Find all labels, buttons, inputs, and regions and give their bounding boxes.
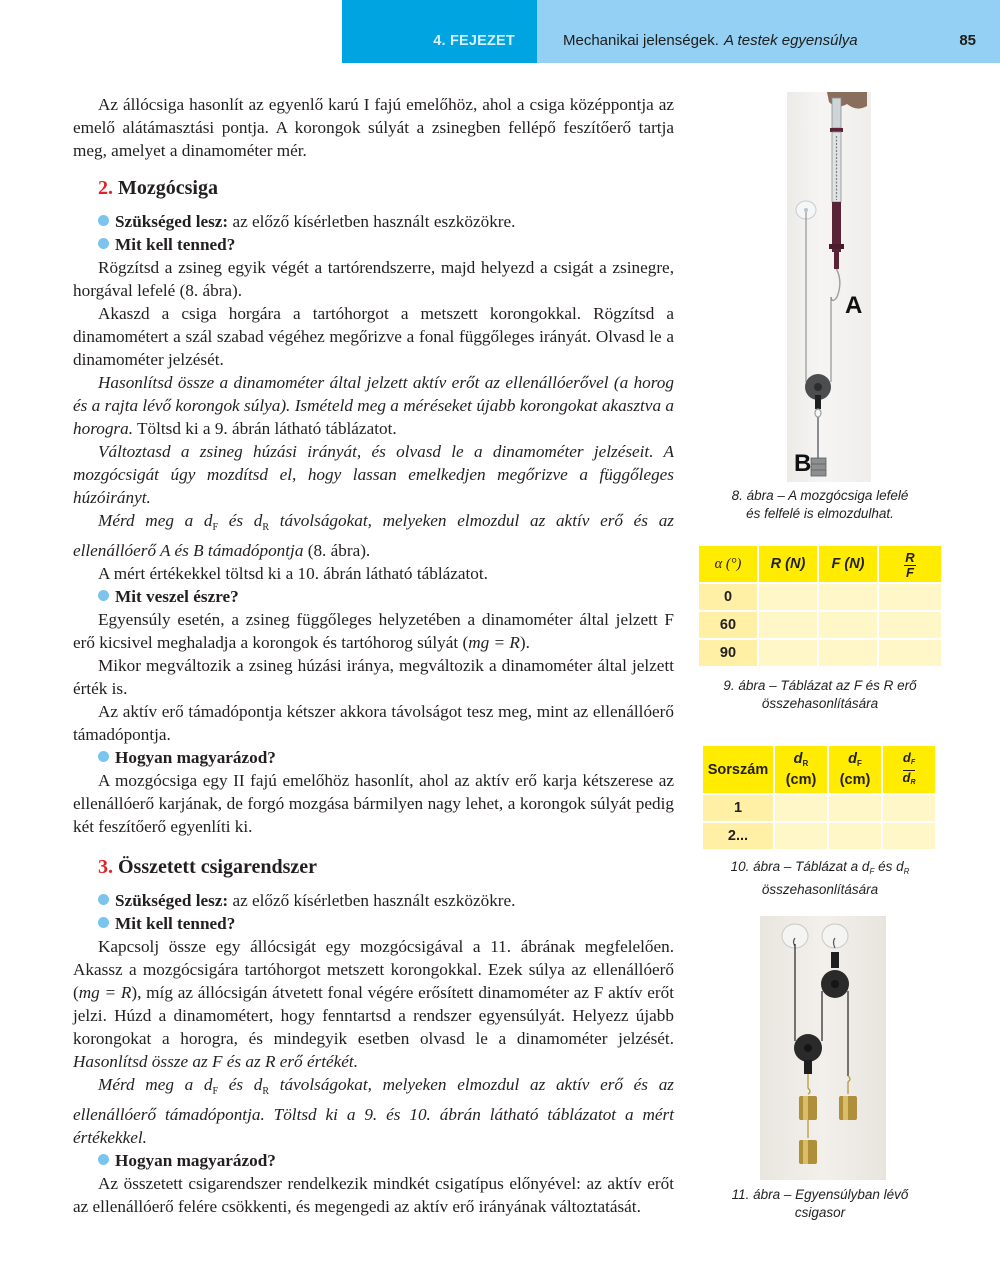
- section-heading-osszetett-csigarendszer: [98, 854, 674, 880]
- paragraph: Hasonlítsd össze a dinamométer által jelzett aktív erőt az ellenállóerővel (a horog és a rajta lévő korongok súlya). Ismételd meg a méréseket újabb korongokat akasztva a horogra. Töltsd ki a 9. ábrán látható táblázatot.: [73, 373, 674, 438]
- running-title-italic: A testek egyensúlya: [723, 32, 858, 49]
- cell-input[interactable]: [759, 640, 817, 666]
- cell-input[interactable]: [879, 584, 941, 610]
- needs-item: Szükséged lesz: az előző kísérletben használt eszközökre.: [98, 889, 674, 912]
- column-header-df: $d_F$ (cm): [829, 746, 881, 793]
- paragraph: Az aktív erő támadópontja kétszer akkora távolságot tesz meg, mint az ellenállóerő támadópontja.: [73, 702, 674, 744]
- column-header-r: R (N): [759, 546, 817, 582]
- section-title: Mozgócsiga: [118, 177, 218, 199]
- page-header: [342, 0, 1000, 63]
- todo-heading: Mit kell tenned?: [98, 233, 674, 256]
- bullet-dot-icon: [98, 1154, 109, 1165]
- cell-input[interactable]: [819, 584, 877, 610]
- cell-input[interactable]: [879, 612, 941, 638]
- figure-11-photo: [760, 916, 886, 1180]
- cell-input[interactable]: [879, 640, 941, 666]
- table-row: 90: [699, 640, 941, 666]
- running-title: [537, 0, 1000, 63]
- column-header-ratio: $\frac{d_F}{d_R}$: [883, 746, 935, 793]
- observe-heading: Mit veszel észre?: [98, 585, 674, 608]
- figure-11-caption: 11. ábra – Egyensúlyban lévő csigasor: [731, 1187, 909, 1220]
- cell-input[interactable]: [775, 795, 827, 821]
- chapter-label: 4. FEJEZET: [342, 0, 537, 63]
- section-heading-mozgocsiga: [98, 175, 674, 201]
- bullet-dot-icon: [98, 917, 109, 928]
- bullet-dot-icon: [98, 215, 109, 226]
- paragraph: Egyensúly esetén, a zsineg függőleges helyzetében a dinamométer által jelzett F erő kicsivel meghaladja a korongok és tartóhorog súlyát (mg = R).: [73, 610, 674, 652]
- compound-pulley-illustration: [760, 916, 886, 1180]
- section-number: 2.: [98, 177, 113, 199]
- column-header-sorszam: Sorszám: [703, 746, 773, 793]
- cell-input[interactable]: [829, 823, 881, 849]
- bullet-dot-icon: [98, 751, 109, 762]
- figure-8-photo: [787, 92, 871, 482]
- main-text-column: [73, 93, 674, 1218]
- column-header-ratio: $\frac{R}{F}$: [879, 546, 941, 582]
- table-10-distance-comparison: [701, 744, 937, 851]
- point-a-label: A: [845, 292, 863, 319]
- bullet-dot-icon: [98, 894, 109, 905]
- todo-heading: Mit kell tenned?: [98, 912, 674, 935]
- running-title-main: Mechanikai jelenségek.: [563, 32, 719, 49]
- cell-input[interactable]: [883, 795, 935, 821]
- bullet-dot-icon: [98, 590, 109, 601]
- table-9-force-comparison: [697, 544, 943, 668]
- paragraph: Az összetett csigarendszer rendelkezik mindkét csigatípus előnyével: az aktív erőt az ellenállóerő felére csökkenti, és megengedi az aktív erő irányának változtatását.: [73, 1174, 674, 1216]
- paragraph: Változtasd a zsineg húzási irányát, és olvasd le a dinamométer jelzéseit. A mozgócsigát úgy mozdítsd el, hogy lassan emelkedjen megőrizve a függőleges húzóirányt.: [73, 442, 674, 507]
- column-header-angle: α (°): [699, 546, 757, 582]
- cell-input[interactable]: [759, 612, 817, 638]
- paragraph: Mérd meg a $d_F$ és $d_R$ távolságokat, melyeken elmozdul az aktív erő és az ellenállóerő támadópontja. Töltsd ki a 9. és 10. ábrán látható táblázatot a mért értékekkel.: [73, 1075, 674, 1147]
- cell-input[interactable]: [819, 612, 877, 638]
- table-row: 2...: [703, 823, 935, 849]
- needs-item: Szükséged lesz: az előző kísérletben használt eszközökre.: [98, 210, 674, 233]
- paragraph: Mérd meg a $d_F$ és $d_R$ távolságokat, melyeken elmozdul az aktív erő és az ellenállóerő A és B támadópontja (8. ábra).: [73, 511, 674, 560]
- paragraph: A mozgócsiga egy II fajú emelőhöz hasonlít, ahol az aktív erő karja kétszerese az ellenállóerő karjának, de forgó mozgása bármilyen nagy lehet, a korongok súlyát pedig két feszítőerő egyenlíti ki.: [73, 771, 674, 836]
- explain-heading: Hogyan magyarázod?: [98, 1149, 674, 1172]
- figure-8-caption: 8. ábra – A mozgócsiga lefelé és felfelé is elmozdulhat.: [731, 488, 909, 521]
- paragraph: Rögzítsd a zsineg egyik végét a tartórendszerre, majd helyezd a csigát a zsinegre, horgával lefelé (8. ábra).: [73, 258, 674, 300]
- paragraph: A mért értékekkel töltsd ki a 10. ábrán látható táblázatot.: [98, 564, 488, 583]
- table-row: 0: [699, 584, 941, 610]
- figure-9-caption: 9. ábra – Táblázat az F és R erő összehasonlítására: [723, 678, 917, 711]
- cell-input[interactable]: [759, 584, 817, 610]
- cell-input[interactable]: [819, 640, 877, 666]
- bullet-dot-icon: [98, 238, 109, 249]
- cell-input[interactable]: [883, 823, 935, 849]
- section-title: Összetett csigarendszer: [118, 856, 318, 878]
- table-row: 1: [703, 795, 935, 821]
- paragraph: Akaszd a csiga horgára a tartóhorgot a metszett korongokkal. Rögzítsd a dinamométert a szál szabad végéhez megőrizve a fonal függőleges irányát. Olvasd le a dinamométer jelzését.: [73, 304, 674, 369]
- intro-paragraph: Az állócsiga hasonlít az egyenlő karú I fajú emelőhöz, ahol a csiga középpontja az emelő alátámasztási pontja. A korongok súlyát a zsinegben fellépő feszítőerő tartja meg, amelyet a dinamométer mér.: [73, 95, 674, 160]
- cell-input[interactable]: [829, 795, 881, 821]
- column-header-dr: $d_R$ (cm): [775, 746, 827, 793]
- pulley-with-dynamometer-illustration: [787, 92, 871, 482]
- cell-input[interactable]: [775, 823, 827, 849]
- section-number: 3.: [98, 856, 113, 878]
- point-b-label: B: [794, 450, 812, 477]
- paragraph: Mikor megváltozik a zsineg húzási iránya, megváltozik a dinamométer által jelzett érték is.: [73, 656, 674, 698]
- page-number: 85: [959, 32, 976, 49]
- table-row: 60: [699, 612, 941, 638]
- paragraph: Kapcsolj össze egy állócsigát egy mozgócsigával a 11. ábrának megfelelően. Akassz a mozgócsigára tartóhorgot metszett korongokkal. Ezek súlya az ellenállóerő (mg = R), míg az állócsigán átvetett fonal végére erősített dinamométer az F aktív erőt jelzi. Húzd a dinamométert, hogy fenntartsd a rendszer egyensúlyát. Helyezz újabb korongokat a horogra, és mindegyik esetben olvasd le a dinamométer jelzését. Hasonlítsd össze az F és az R erő értékét.: [73, 937, 674, 1071]
- figure-10-caption: 10. ábra – Táblázat a $d_F$ és $d_R$ összehasonlítására: [730, 859, 910, 897]
- column-header-f: F (N): [819, 546, 877, 582]
- explain-heading: Hogyan magyarázod?: [98, 746, 674, 769]
